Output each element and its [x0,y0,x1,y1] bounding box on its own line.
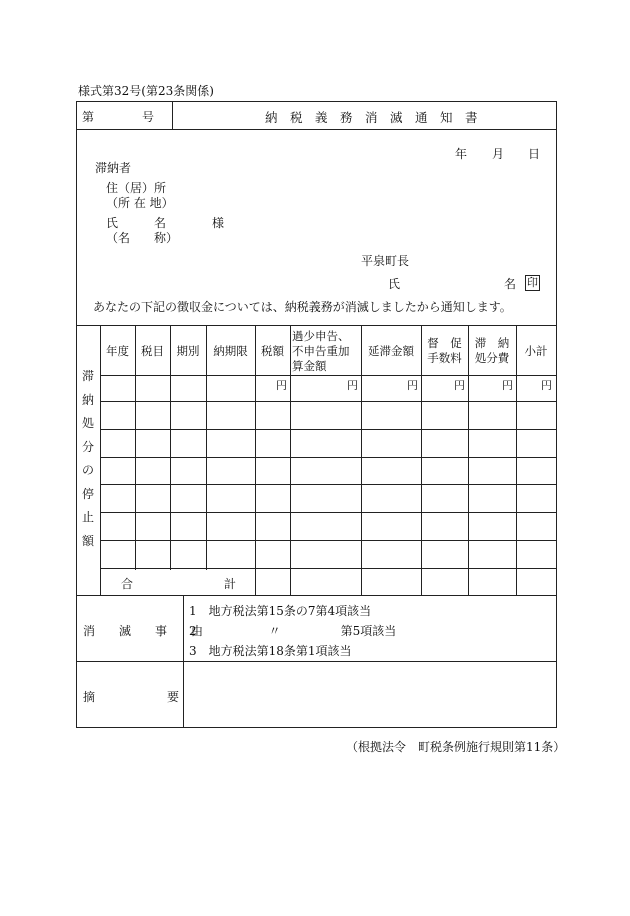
notice-number-label: 第 号 [82,110,155,124]
header-tax-amount: 税額 [261,344,284,358]
header-disposal-1: 滞 納 [474,336,510,350]
header-due-date: 納期限 [213,344,248,358]
date-month: 月 [492,147,505,161]
header-dunning-2: 手数料 [427,351,462,365]
unit-yen-tax: 円 [276,379,287,392]
unit-yen-subtotal: 円 [541,379,552,392]
header-under-report-1: 過少申告、 [292,329,350,343]
form-number-label: 様式第32号(第23条関係) [78,84,214,98]
header-under-report-3: 算金額 [292,359,327,373]
reason-item-2: 2 〃 第5項該当 [189,624,397,638]
side-label-text: 滞納処分の停止額 [82,369,95,548]
header-disposal-2: 処分費 [474,351,510,365]
date-year: 年 [455,147,468,161]
header-dunning-1: 督 促 [427,336,462,350]
header-delay-amount: 延滞金額 [368,344,414,358]
legal-basis-footer: （根拠法令 町税条例施行規則第11条） [346,740,566,754]
seal-mark: 印 [527,276,538,289]
date-day: 日 [528,147,541,161]
address-sub-label: （所 在 地） [106,196,174,210]
unit-yen-dunning: 円 [454,379,465,392]
reason-label: 消 滅 事 由 [83,624,204,638]
total-label-b: 計 [224,577,237,591]
delinquent-heading: 滞納者 [95,161,132,175]
reason-item-3: 3 地方税法第18条第1項該当 [189,644,352,658]
issuer-name-a: 氏 [388,277,401,291]
notice-text: あなたの下記の徴収金については、納税義務が消滅しましたから通知します。 [93,300,512,314]
address-label: 住（居）所 [106,181,167,195]
name-label: 氏 名 [106,216,167,230]
summary-label: 摘 要 [83,690,180,704]
reason-item-1: 1 地方税法第15条の7第4項該当 [189,604,372,618]
header-tax-item: 税目 [141,344,164,358]
total-label-a: 合 [121,577,134,591]
issuer-title: 平泉町長 [361,254,410,268]
document-title: 納 税 義 務 消 滅 通 知 書 [265,110,478,125]
unit-yen-delay: 円 [407,379,418,392]
header-year: 年度 [106,344,129,358]
unit-yen-disposal: 円 [502,379,513,392]
honorific-label: 様 [212,216,225,230]
side-label-stop-amount [80,365,96,553]
unit-yen-under-report: 円 [347,379,358,392]
issuer-name-b: 名 [504,277,517,291]
header-subtotal: 小計 [524,344,548,358]
header-period: 期別 [176,344,200,358]
name-sub-label: （名 称） [106,231,179,245]
header-under-report-2: 不申告重加 [292,344,350,358]
